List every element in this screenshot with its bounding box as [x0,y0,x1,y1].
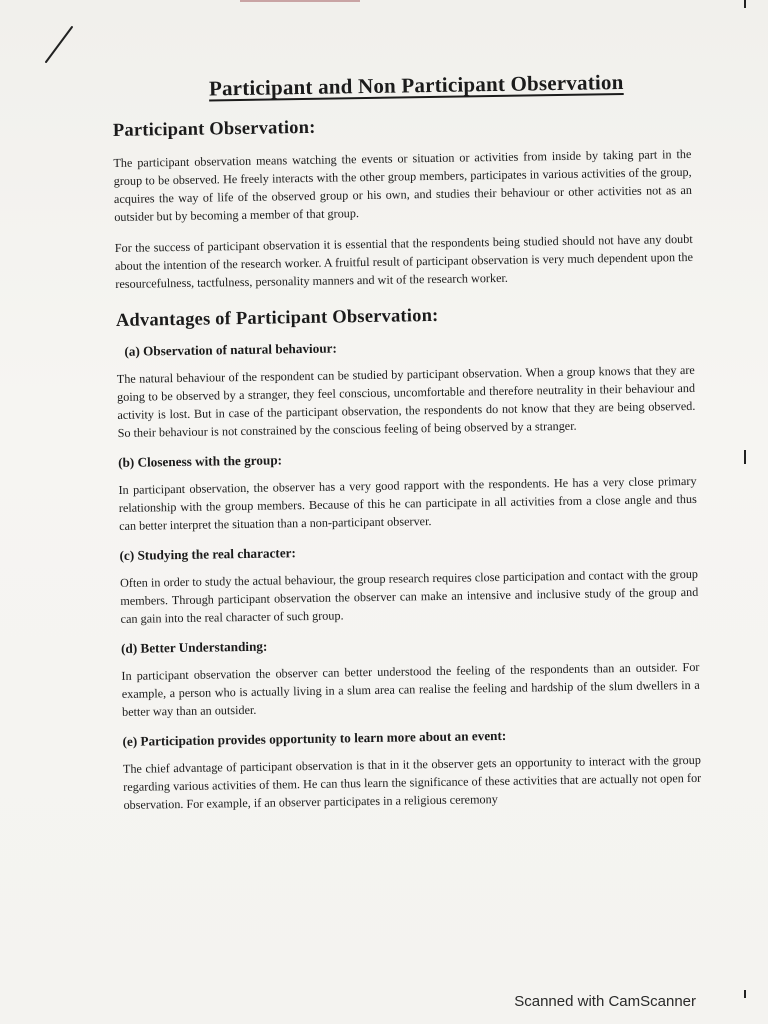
paragraph: The chief advantage of participant observation is that in it the observer gets an opportunity to interact with the group regarding various activities of them. He can thus learn the significance of these activities that are actually not open for observation. For example, if an observer participates in a religious ceremony [122,752,702,812]
right-edge-mark [744,990,746,998]
paragraph: The participant observation means watching the events or situation or activities from inside by taking part in the group to be observed. He freely interacts with the other group members, participates in various activities of the group, acquires the way of life of the observed group or his own, and studies their behaviour or other activities not as an outsider but by becoming a member of that group. [113,146,693,224]
page-title: Participant and Non Participant Observation [208,69,624,101]
section-heading-participant-observation: Participant Observation: [112,117,316,141]
paragraph: In participant observation the observer can better understood the feeling of the respondents than an outsider. For example, a person who is actually living in a slum area can realise the feeling and hardship of the slum dwellers in a better way than an outsider. [121,659,700,719]
top-edge-line [240,0,360,2]
right-edge-mark [744,0,746,8]
right-edge-mark [744,450,746,464]
paragraph: The natural behaviour of the respondent can be studied by participant observation. When a group knows that they are going to be observed by a stranger, they feel conscious, uncomfortable and therefore neutrality in their behaviour and activity is lost. But in case of the participant observation, the respondents do not know that they are being observed. So their behaviour is not constrained by the conscious feeling of being observed by a stranger. [116,362,696,440]
subheading-natural-behaviour: (a) Observation of natural behaviour: [124,340,337,359]
subheading-closeness: (b) Closeness with the group: [118,452,283,470]
paragraph: For the success of participant observation it is essential that the respondents being studied should not have any doubt about the intention of the research worker. A fruitful result of participant observation is very much dependent upon the resourcefulness, tactfulness, personality manners and wit of the research worker. [114,231,694,291]
subheading-real-character: (c) Studying the real character: [119,545,296,563]
section-heading-advantages: Advantages of Participant Observation: [115,305,439,331]
paragraph: Often in order to study the actual behaviour, the group research requires close participation and contact with the group members. Through participant observation the observer can make an intensive and inclusive study of the group and can gain into the real character of such group. [119,566,699,626]
camscanner-watermark: Scanned with CamScanner [514,993,696,1010]
document-body [112,63,702,827]
pen-mark [40,24,80,66]
paragraph: In participant observation, the observer has a very good rapport with the respondents. He has a very close primary relationship with the group members. Because of this he can participate in all activities from a close angle and thus can better interpret the situation than a non-participant observer. [118,473,697,533]
subheading-better-understanding: (d) Better Understanding: [120,638,268,656]
subheading-participation-opportunity: (e) Participation provides opportunity to learn more about an event: [122,727,507,749]
